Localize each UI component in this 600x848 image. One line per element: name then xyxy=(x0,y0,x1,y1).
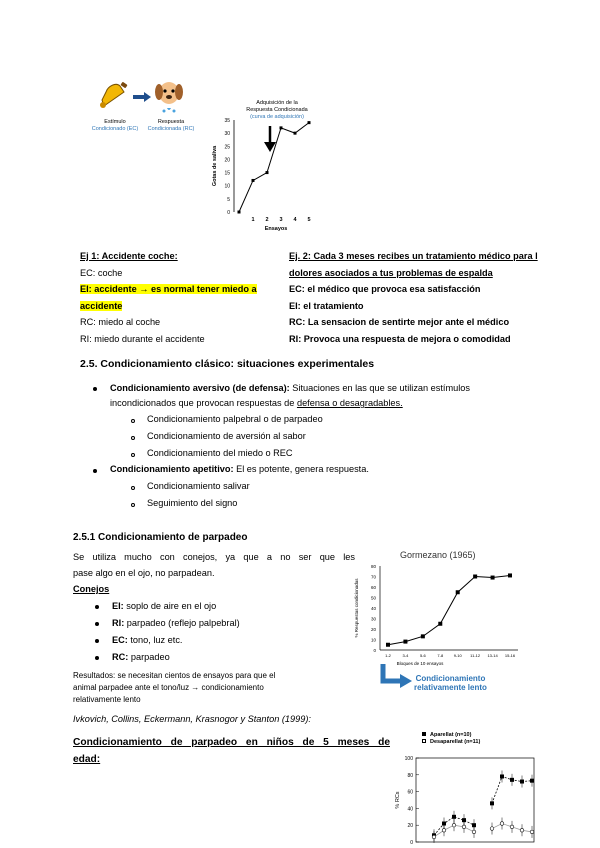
ej2-ri: RI: Provoca una respuesta de mejora o comodidad xyxy=(289,333,511,344)
response-caption: Respuesta xyxy=(157,119,185,125)
infant-chart xyxy=(392,748,537,848)
data-point xyxy=(510,778,514,782)
conejo-ri: RI: parpadeo (reflejo palpebral) xyxy=(112,618,240,628)
y-tick-label: 80 xyxy=(370,564,376,569)
x-tick-label: 2 xyxy=(265,217,269,223)
graph-title-3: (curva de adquisición) xyxy=(250,114,304,120)
y-tick-label: 10 xyxy=(224,183,230,190)
y-tick-label: 30 xyxy=(224,131,230,138)
series-line xyxy=(239,123,309,212)
section-25-heading: 2.5. Condicionamiento clásico: situaciones experimentales xyxy=(80,358,375,370)
y-axis-label: % Respuestas condicionadas xyxy=(354,578,359,638)
x-axis-label: Ensayos xyxy=(264,226,288,232)
legend-aparellat: Aparellat (n=10) xyxy=(422,732,480,739)
ej1-ri: RI: miedo durante el accidente xyxy=(80,333,205,344)
data-point xyxy=(442,828,446,832)
resultados-2: animal parpadee ante el tono/luz → condicionamiento xyxy=(73,683,264,692)
data-point xyxy=(490,801,494,805)
section-251-heading: 2.5.1 Condicionamiento de parpadeo xyxy=(73,532,248,543)
data-point xyxy=(520,828,524,832)
graph-title-2: Respuesta Condicionada xyxy=(246,107,308,113)
stimulus-caption-2: Condicionado (EC) xyxy=(91,126,139,132)
ej1-ei: EI: accidente → es normal tener miedo a xyxy=(80,284,257,294)
data-point xyxy=(238,211,241,214)
citation: Ivkovich, Collins, Eckermann, Krasnogor y Stanton (1999): xyxy=(73,714,311,724)
data-point xyxy=(508,573,512,577)
graph-title-1: Adquisición de la xyxy=(256,100,298,106)
data-point xyxy=(421,634,425,638)
x-tick-label: 9-10 xyxy=(453,653,462,658)
data-point xyxy=(462,825,466,829)
x-tick-label: 1-2 xyxy=(385,653,391,658)
blue-arrow xyxy=(379,664,413,690)
y-tick-label: 100 xyxy=(404,756,413,762)
x-tick-label: 11-12 xyxy=(470,653,481,658)
series-line xyxy=(388,575,510,644)
ej1-ec: EC: coche xyxy=(80,267,123,278)
x-tick-label: 4 xyxy=(293,217,297,223)
y-tick-label: 20 xyxy=(224,157,230,164)
ej2-rc: RC: La sensacion de sentirte mejor ante el médico xyxy=(289,317,510,327)
x-tick-label: 7-8 xyxy=(437,653,444,658)
data-point xyxy=(500,822,504,826)
plot-frame xyxy=(416,758,534,842)
data-point xyxy=(252,179,255,182)
response-caption-2: Condicionada (RC) xyxy=(147,126,195,132)
data-point xyxy=(530,830,534,834)
data-point xyxy=(472,830,476,834)
data-point xyxy=(500,774,504,778)
stimulus-caption: Estímulo xyxy=(104,119,126,125)
conejos-label: Conejos xyxy=(73,584,110,594)
aversivo-line2: incondicionados que provocan respuestas de xyxy=(110,398,297,408)
conejo-rc: RC: parpadeo xyxy=(112,652,170,662)
ej2-ei: EI: el tratamiento xyxy=(289,300,364,311)
intro-line-1: Se utiliza mucho con conejos, ya que a no ser que les xyxy=(73,552,355,562)
ej1-ei-2: accidente xyxy=(80,300,123,311)
sub-palpebral: Condicionamiento palpebral o de parpadeo xyxy=(147,414,323,424)
data-point xyxy=(452,815,456,819)
data-point xyxy=(452,823,456,827)
sub-miedo: Condicionamiento del miedo o REC xyxy=(147,448,293,458)
data-point xyxy=(520,780,524,784)
x-tick-label: 13-14 xyxy=(487,653,498,658)
x-tick-label: 15-16 xyxy=(504,653,516,658)
acquisition-chart xyxy=(208,112,323,237)
y-tick-label: 40 xyxy=(407,806,413,813)
y-tick-label: 80 xyxy=(407,772,413,779)
y-tick-label: 60 xyxy=(370,585,376,590)
intro-line-2: pase algo en el ojo, no parpadean. xyxy=(73,568,215,578)
x-axis-label: Bloques de 10 ensayos xyxy=(396,661,444,666)
dog-icon xyxy=(153,80,185,114)
y-axis-label: % RCs xyxy=(395,791,401,809)
annot-line-1: Condicionamiento xyxy=(415,674,486,683)
ej1-rc: RC: miedo al coche xyxy=(80,317,161,327)
data-point xyxy=(456,590,460,594)
data-point xyxy=(386,643,390,647)
aversivo-item: Condicionamiento aversivo (de defensa): Situaciones en las que se utilizan estímulos xyxy=(110,383,470,393)
y-axis-label: Gotas de saliva xyxy=(212,145,218,187)
bottom-heading-1: Condicionamiento de parpadeo en niños de 5 meses de xyxy=(73,737,390,748)
y-tick-label: 0 xyxy=(373,648,376,653)
y-tick-label: 0 xyxy=(410,840,413,846)
y-tick-label: 15 xyxy=(224,170,230,177)
conejo-ec: EC: tono, luz etc. xyxy=(112,635,183,645)
resultados-1: Resultados: se necesitan cientos de ensayos para que el xyxy=(73,671,276,680)
bell-icon xyxy=(98,80,130,110)
data-point xyxy=(280,126,283,129)
arrow-icon xyxy=(133,92,151,102)
sub-aversion: Condicionamiento de aversión al sabor xyxy=(147,431,306,441)
sub-signo: Seguimiento del signo xyxy=(147,498,238,508)
data-point xyxy=(403,640,407,644)
y-tick-label: 35 xyxy=(224,118,230,124)
ej2-title: Ej. 2: Cada 3 meses recibes un tratamiento médico para l xyxy=(289,251,538,261)
y-tick-label: 0 xyxy=(227,210,230,216)
y-tick-label: 20 xyxy=(407,823,413,830)
x-tick-label: 3 xyxy=(279,217,283,223)
data-point xyxy=(266,171,269,174)
y-tick-label: 10 xyxy=(370,637,376,643)
data-point xyxy=(491,576,495,580)
x-tick-label: 5 xyxy=(307,217,311,223)
y-tick-label: 50 xyxy=(370,595,376,601)
annot-line-2: relativamente lento xyxy=(414,683,487,692)
x-tick-label: 3-4 xyxy=(402,653,409,658)
data-point xyxy=(294,132,297,135)
data-point xyxy=(432,835,436,839)
sub-salivar: Condicionamiento salivar xyxy=(147,481,250,491)
ej2-ec: EC: el médico que provoca esa satisfacción xyxy=(289,284,481,294)
bottom-heading-2: edad: xyxy=(73,754,101,765)
y-tick-label: 25 xyxy=(224,144,230,151)
gormezano-title: Gormezano (1965) xyxy=(400,550,476,560)
apetitivo-item: Condicionamiento apetitivo: El es potente, genera respuesta. xyxy=(110,464,369,474)
data-point xyxy=(308,121,311,124)
gormezano-chart xyxy=(348,562,523,666)
y-tick-label: 20 xyxy=(370,627,376,632)
data-point xyxy=(473,575,477,579)
x-tick-label: 1 xyxy=(251,217,255,223)
aversivo-underlined: defensa o desagradables. xyxy=(296,398,403,408)
data-point xyxy=(510,825,514,829)
y-tick-label: 30 xyxy=(370,616,376,622)
conejo-ei: EI: soplo de aire en el ojo xyxy=(112,601,217,611)
ej1-title: Ej 1: Accidente coche: xyxy=(80,251,178,261)
data-point xyxy=(438,622,442,626)
y-tick-label: 5 xyxy=(227,196,230,203)
y-tick-label: 60 xyxy=(407,789,413,796)
resultados-3: relativamente lento xyxy=(73,695,141,704)
x-tick-label: 5-6 xyxy=(419,653,426,658)
y-tick-label: 70 xyxy=(370,574,376,580)
ej2-title-2: dolores asociados a tus problemas de espalda xyxy=(289,267,493,278)
y-tick-label: 40 xyxy=(370,606,376,611)
data-point xyxy=(530,779,534,783)
legend-desaparellat: Desaparellat (n=11) xyxy=(422,739,480,746)
data-point xyxy=(490,827,494,831)
